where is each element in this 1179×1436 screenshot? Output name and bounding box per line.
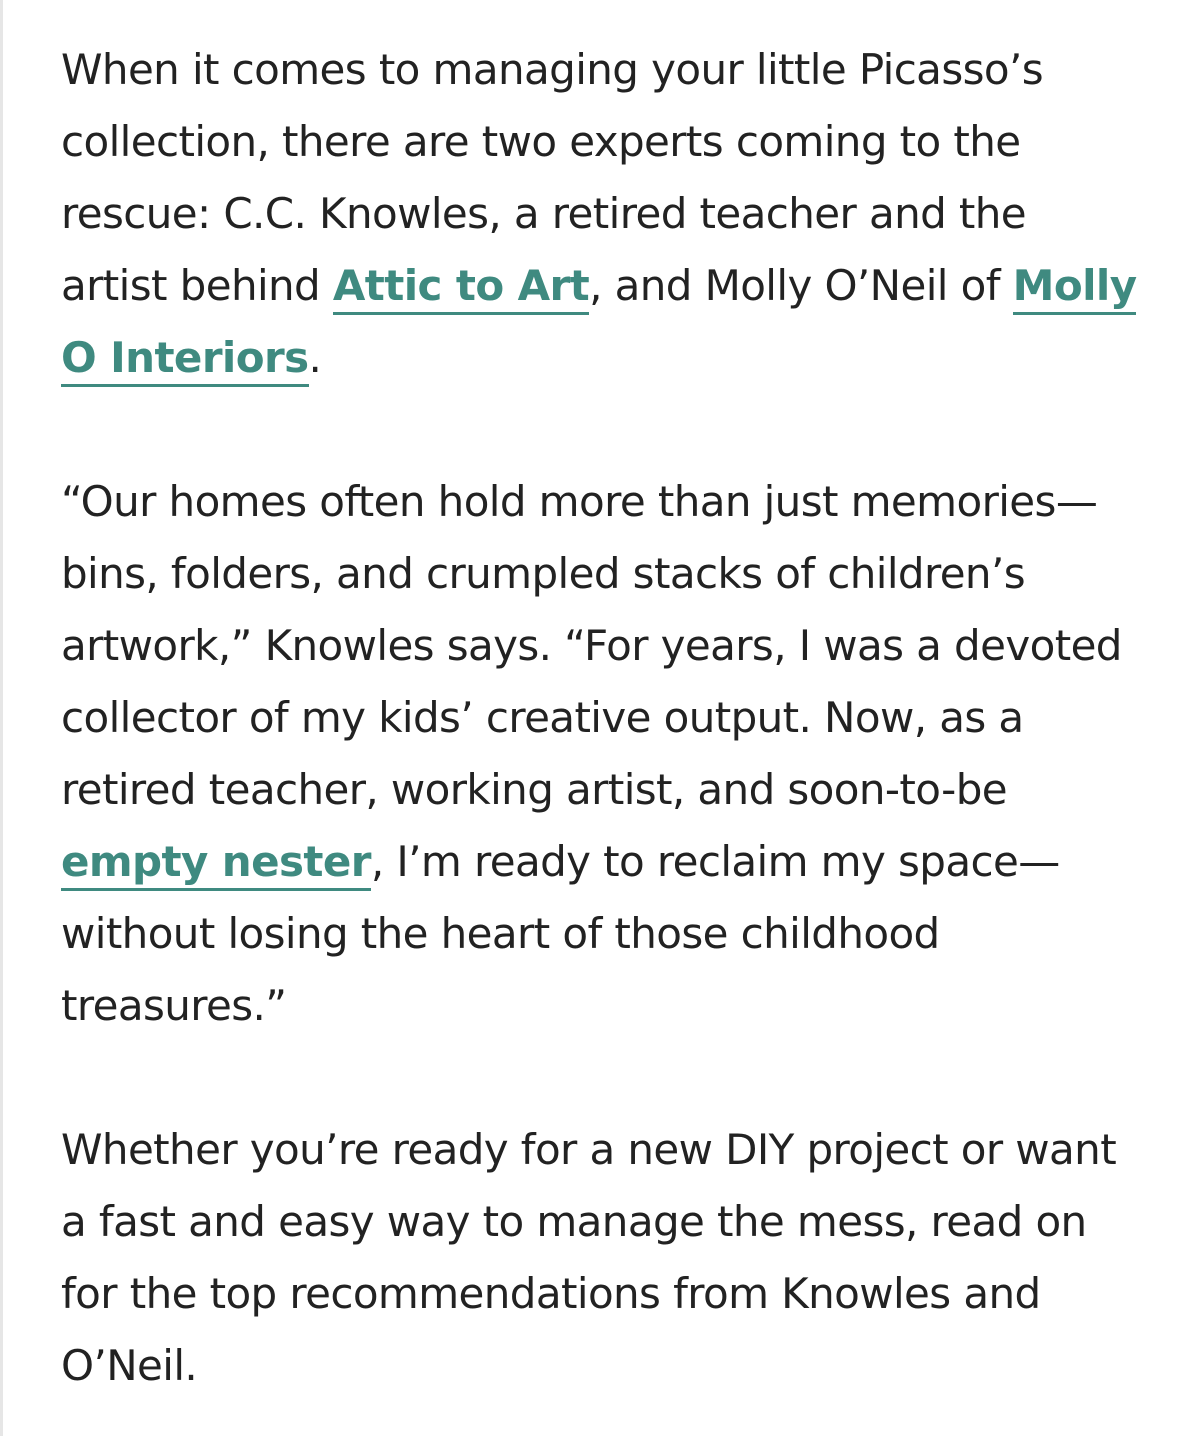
page-edge-divider <box>0 0 3 1436</box>
article-body <box>61 34 1141 1402</box>
closing-text: Whether you’re ready for a new DIY project or want a fast and easy way to manage the mess, read on for the top recommendations from Knowles and O’Neil. <box>61 1125 1117 1390</box>
empty-nester-link[interactable]: empty nester <box>61 837 371 891</box>
attic-to-art-link[interactable]: Attic to Art <box>333 261 589 315</box>
intro-text-middle: , and Molly O’Neil of <box>589 261 1013 310</box>
intro-text-start: When it comes to managing your little Picasso’s collection, there are two experts coming to the rescue: C.C. Knowles, a retired teacher and the artist behind <box>61 45 1044 310</box>
quote-text-start: “Our homes often hold more than just memories—bins, folders, and crumpled stacks of children’s artwork,” Knowles says. “For years, I was a devoted collector of my kids’ creative output. Now, as a retired teacher, working artist, and soon-to-be <box>61 477 1122 814</box>
quote-text-end: , I’m ready to reclaim my space—without losing the heart of those childhood treasures.” <box>61 837 1060 1030</box>
quote-paragraph <box>61 466 1141 1042</box>
intro-text-end: . <box>308 333 322 382</box>
intro-paragraph <box>61 34 1141 394</box>
molly-o-interiors-link[interactable]: Molly O Interiors <box>61 261 1136 387</box>
closing-paragraph <box>61 1114 1141 1402</box>
